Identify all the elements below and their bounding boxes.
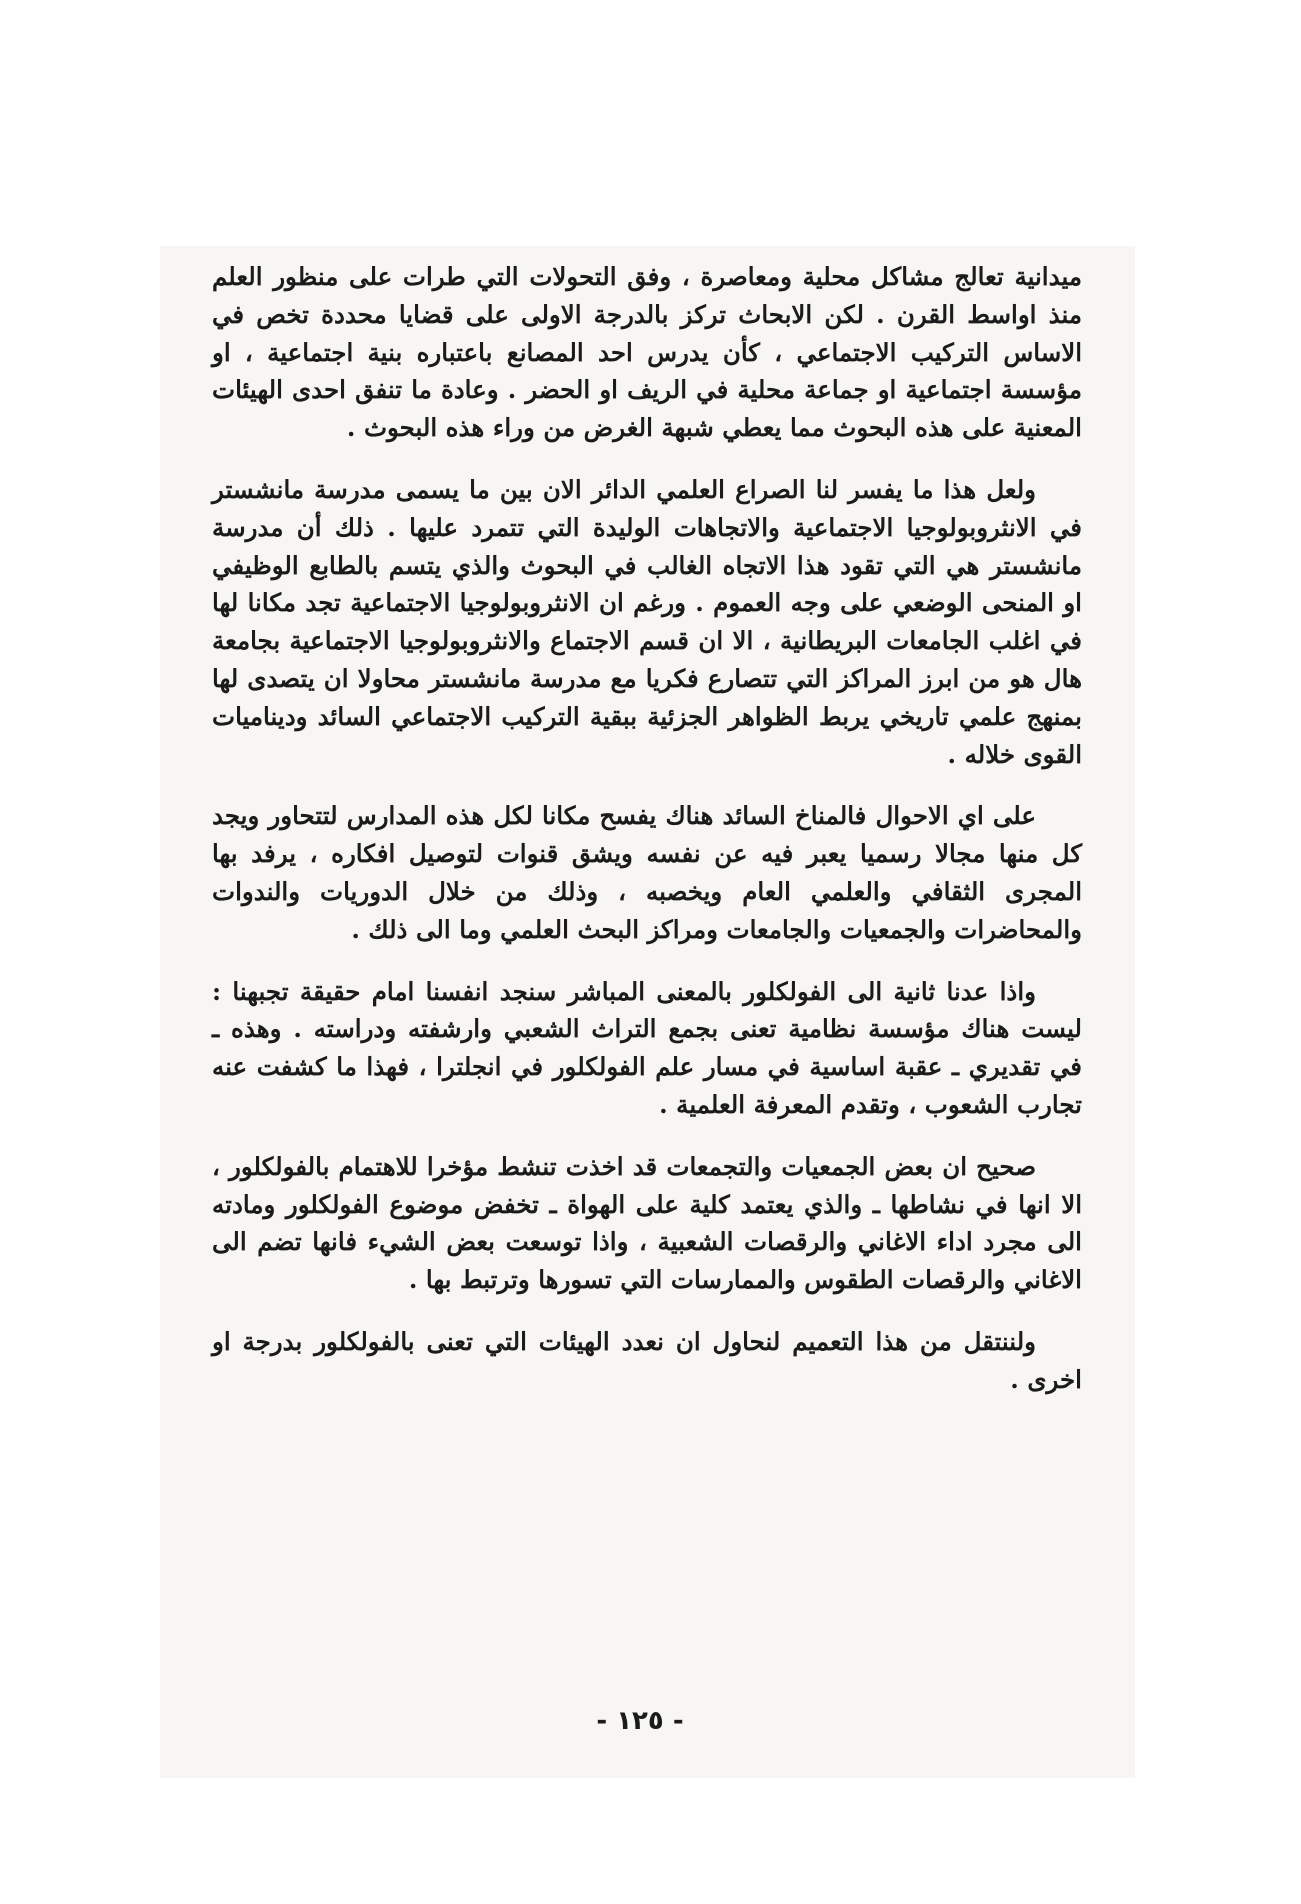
paragraph-2: ولعل هذا ما يفسر لنا الصراع العلمي الدائر الان بين ما يسمى مدرسة مانشستر في الانثروبولوجيا الاجتماعية والاتجاهات الوليدة التي تتمرد عليها . ذلك أن مدرسة مانشستر هي التي تقود هذا الاتجاه الغالب في البحوث والذي يتسم بالطابع الوظيفي او المنحى الوضعي على وجه العموم . ورغم ان الانثروبولوجيا الاجتماعية تجد مكانا لها في اغلب الجامعات البريطانية ، الا ان قسم الاجتماع والانثروبولوجيا الاجتماعية بجامعة هال هو من ابرز المراكز التي تتصارع فكريا مع مدرسة مانشستر محاولا ان يتصدى لها بمنهج علمي تاريخي يربط الظواهر الجزئية ببقية التركيب الاجتماعي السائد وديناميات القوى خلاله . (212, 474, 1082, 769)
page-number: - ١٢٥ - (596, 1706, 684, 1736)
paragraph-3: على اي الاحوال فالمناخ السائد هناك يفسح مكانا لكل هذه المدارس لتتحاور ويجد كل منها مجالا رسميا يعبر فيه عن نفسه ويشق قنوات لتوصيل افكاره ، يرفد بها المجرى الثقافي والعلمي العام ويخصبه ، وذلك من خلال الدوريات والندوات والمحاضرات والجمعيات والجامعات ومراكز البحث العلمي وما الى ذلك . (212, 801, 1082, 944)
paragraph-5: صحيح ان بعض الجمعيات والتجمعات قد اخذت تنشط مؤخرا للاهتمام بالفولكلور ، الا انها في نشاطها ـ والذي يعتمد كلية على الهواة ـ تخفض موضوع الفولكلور ومادته الى مجرد اداء الاغاني والرقصات الشعبية ، واذا توسعت بعض الشيء فانها تضم الى الاغاني والرقصات الطقوس والممارسات التي تسورها وترتبط بها . (212, 1151, 1082, 1295)
paragraph-4: واذا عدنا ثانية الى الفولكلور بالمعنى المباشر سنجد انفسنا امام حقيقة تجبهنا : ليست هناك مؤسسة نظامية تعنى بجمع التراث الشعبي وارشفته ودراسته . وهذه ـ في تقديري ـ عقبة اساسية في مسار علم الفولكلور في انجلترا ، فهذا ما كشفت عنه تجارب الشعوب ، وتقدم المعرفة العلمية . (212, 976, 1082, 1119)
page-body (212, 258, 1082, 1423)
paragraph-6: ولننتقل من هذا التعميم لنحاول ان نعدد الهيئات التي تعنى بالفولكلور بدرجة او اخرى . (212, 1326, 1082, 1394)
paragraph-1: ميدانية تعالج مشاكل محلية ومعاصرة ، وفق التحولات التي طرات على منظور العلم منذ اواسط القرن . لكن الابحاث تركز بالدرجة الاولى على قضايا محددة تخص في الاساس التركيب الاجتماعي ، كأن يدرس احد المصانع باعتباره بنية اجتماعية ، او مؤسسة اجتماعية او جماعة محلية في الريف او الحضر . وعادة ما تنفق احدى الهيئات المعنية على هذه البحوث مما يعطي شبهة الغرض من وراء هذه البحوث . (212, 262, 1082, 443)
